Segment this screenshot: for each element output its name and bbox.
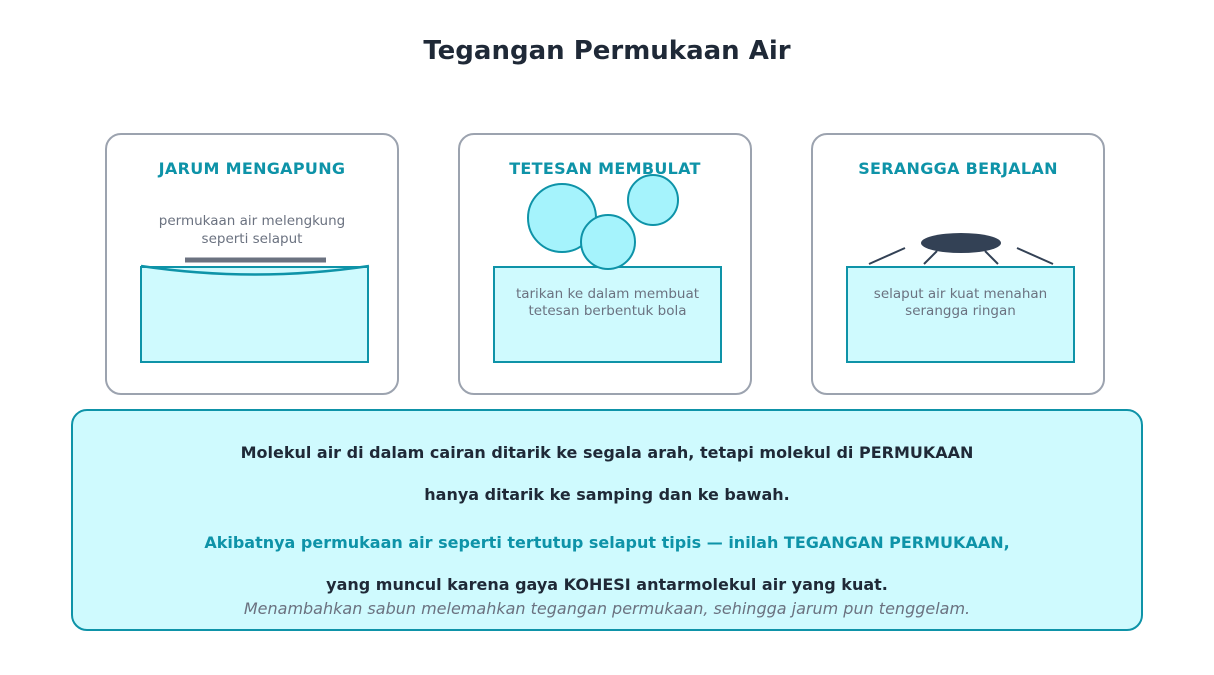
card-caption-line-2: seperti selaput (201, 231, 303, 247)
explanation-line-3: Akibatnya permukaan air seperti tertutup selaput tipis — inilah TEGANGAN PERMUKAAN, (204, 533, 1010, 552)
insect-body (921, 233, 1001, 253)
droplet-small (628, 175, 678, 225)
card-floating-needle (105, 133, 399, 395)
card-caption-line-1: permukaan air melengkung (158, 213, 346, 229)
needle-illustration (107, 135, 401, 397)
card-caption-line-1: tarikan ke dalam membuat (515, 286, 700, 302)
droplet-medium (581, 215, 635, 269)
card-title: JARUM MENGAPUNG (158, 159, 346, 178)
card-caption-line-1: selaput air kuat menahan (873, 286, 1048, 302)
explanation-line-4: yang muncul karena gaya KOHESI antarmolekul air yang kuat. (326, 575, 888, 594)
card-round-droplets (458, 133, 752, 395)
card-caption-line-2: serangga ringan (905, 303, 1016, 319)
card-title: TETESAN MEMBULAT (509, 159, 701, 178)
explanation-line-1: Molekul air di dalam cairan ditarik ke segala arah, tetapi molekul di PERMUKAAN (240, 443, 974, 462)
explanation-panel (71, 409, 1143, 631)
explanation-line-2: hanya ditarik ke samping dan ke bawah. (424, 485, 790, 504)
card-walking-insect (811, 133, 1105, 395)
explanation-note: Menambahkan sabun melemahkan tegangan permukaan, sehingga jarum pun tenggelam. (243, 599, 971, 618)
card-caption-line-2: tetesan berbentuk bola (528, 303, 687, 319)
insect-illustration (813, 135, 1107, 397)
curved-water-surface (141, 266, 369, 275)
page-title: Tegangan Permukaan Air (423, 36, 791, 66)
card-title: SERANGGA BERJALAN (858, 159, 1058, 178)
